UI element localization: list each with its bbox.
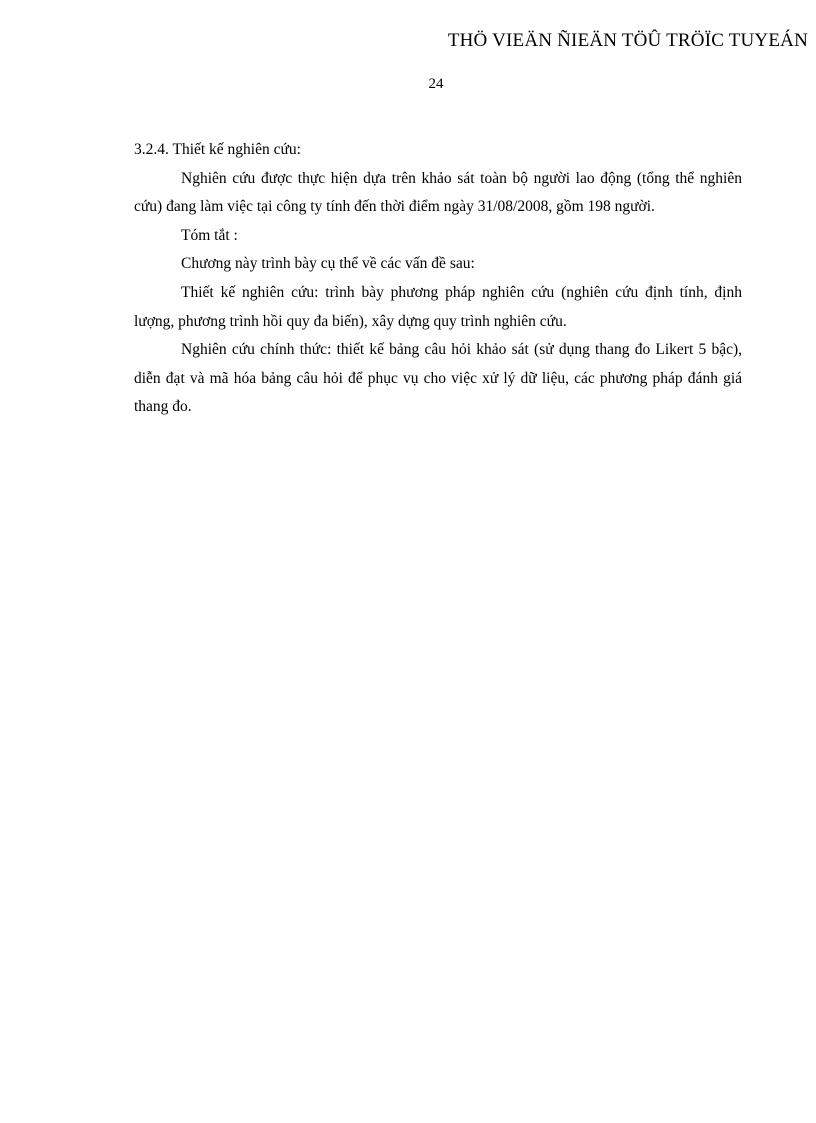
paragraph-survey-scope: Nghiên cứu được thực hiện dựa trên khảo sát toàn bộ người lao động (tổng thể nghiên cứu) đang làm việc tại công ty tính đến thời điểm ngày 31/08/2008, gồm 198 người. (134, 169, 742, 216)
page-number: 24 (428, 76, 444, 92)
paragraph-formal-research: Nghiên cứu chính thức: thiết kế bảng câu hỏi khảo sát (sử dụng thang đo Likert 5 bậc), diễn đạt và mã hóa bảng câu hỏi để phục vụ cho việc xử lý dữ liệu, các phương pháp đánh giá thang đo. (134, 341, 742, 416)
library-header-banner: THÖ VIEÄN ÑIEÄN TÖÛ TRÖÏC TUYEÁN (447, 30, 808, 51)
paragraph-chapter-intro: Chương này trình bày cụ thể về các vấn đề sau: (181, 255, 475, 273)
paragraph-summary-label: Tóm tắt : (181, 226, 238, 244)
section-heading: 3.2.4. Thiết kế nghiên cứu: (134, 141, 301, 158)
body-content (134, 136, 742, 422)
paragraph-research-design: Thiết kế nghiên cứu: trình bày phương pháp nghiên cứu (nghiên cứu định tính, định lượng, phương trình hồi quy đa biến), xây dựng quy trình nghiên cứu. (134, 283, 742, 330)
